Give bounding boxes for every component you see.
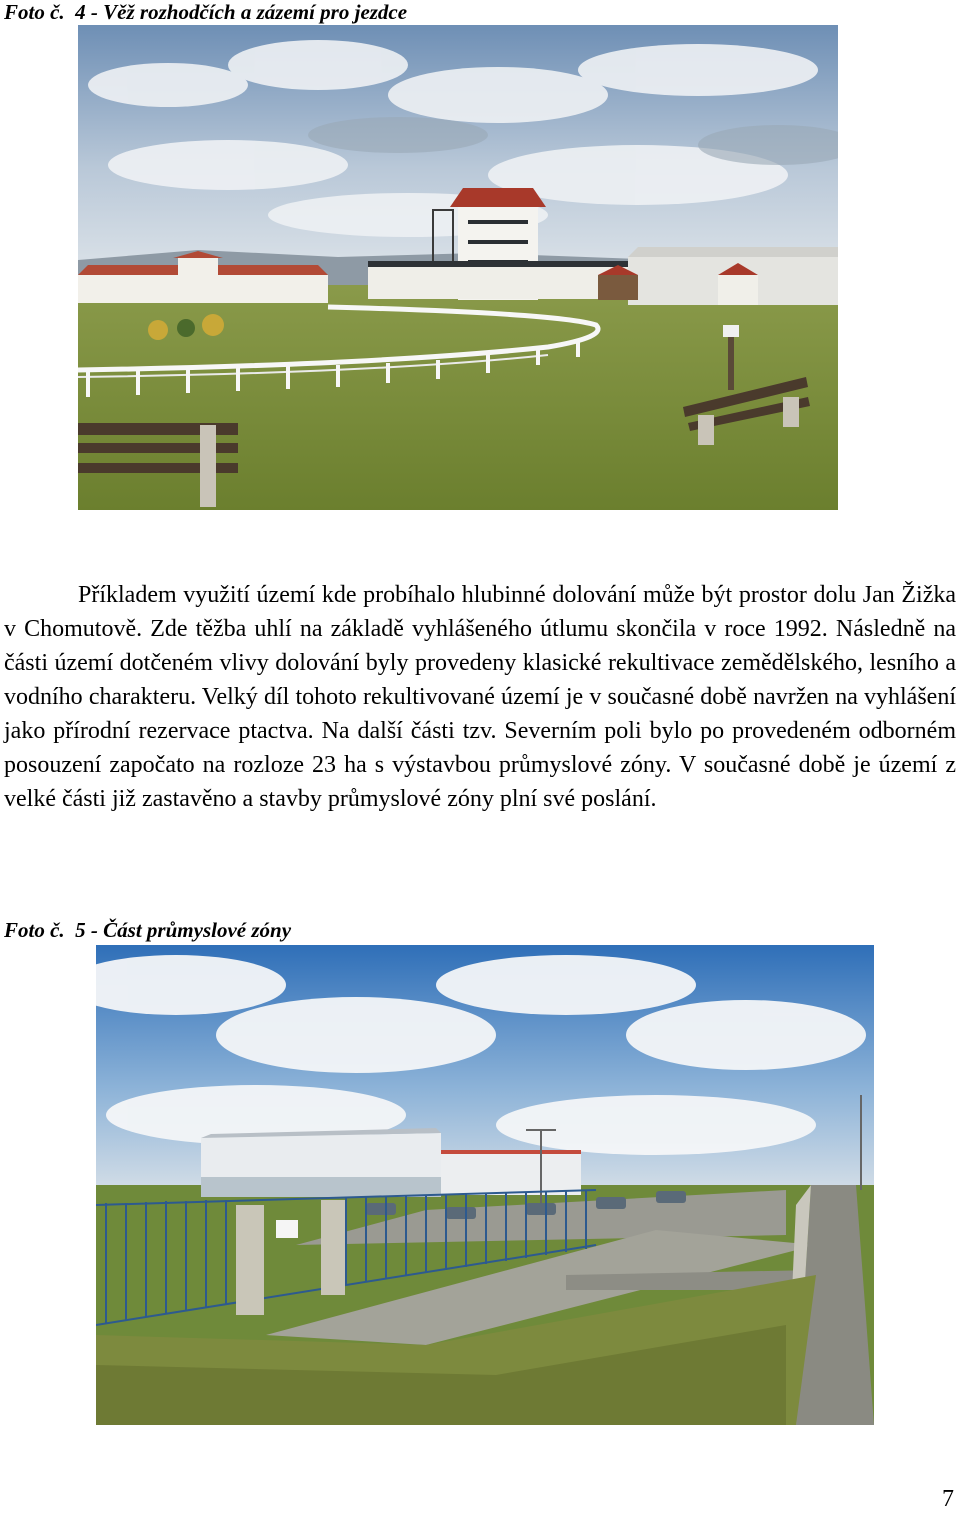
- caption-prefix: Foto č.: [4, 918, 65, 942]
- caption-number: 5 -: [75, 918, 98, 942]
- caption-title: Část průmyslové zóny: [103, 918, 292, 942]
- page-number: 7: [942, 1486, 954, 1512]
- caption-prefix: Foto č.: [4, 0, 65, 24]
- photo-judges-tower: [78, 25, 838, 510]
- body-paragraph: Příkladem využití území kde probíhalo hlubinné dolování může být prostor dolu Jan Žižka v Chomutově. Zde těžba uhlí na základě vyhlášeného útlumu skončila v roce 1992. Následně na části území dotčeném vlivy dolování byly provedeny klasické rekultivace zemědělského, lesního a vodního charakteru. Velký díl tohoto rekultivované území je v současné době navržen na vyhlášení jako přírodní rezervace ptactva. Na další části tzv. Severním poli bylo po provedeném odborném posouzení započato na rozloze 23 ha s výstavbou průmyslové zóny. V současné době je území z velké části již zastavěno a stavby průmyslové zóny plní své poslání.: [4, 582, 956, 812]
- photo-caption-4: [4, 0, 407, 25]
- caption-number: 4 -: [75, 0, 98, 24]
- caption-title: Věž rozhodčích a zázemí pro jezdce: [103, 0, 408, 24]
- photo-industrial-zone: [96, 945, 874, 1425]
- photo-caption-5: [4, 918, 291, 943]
